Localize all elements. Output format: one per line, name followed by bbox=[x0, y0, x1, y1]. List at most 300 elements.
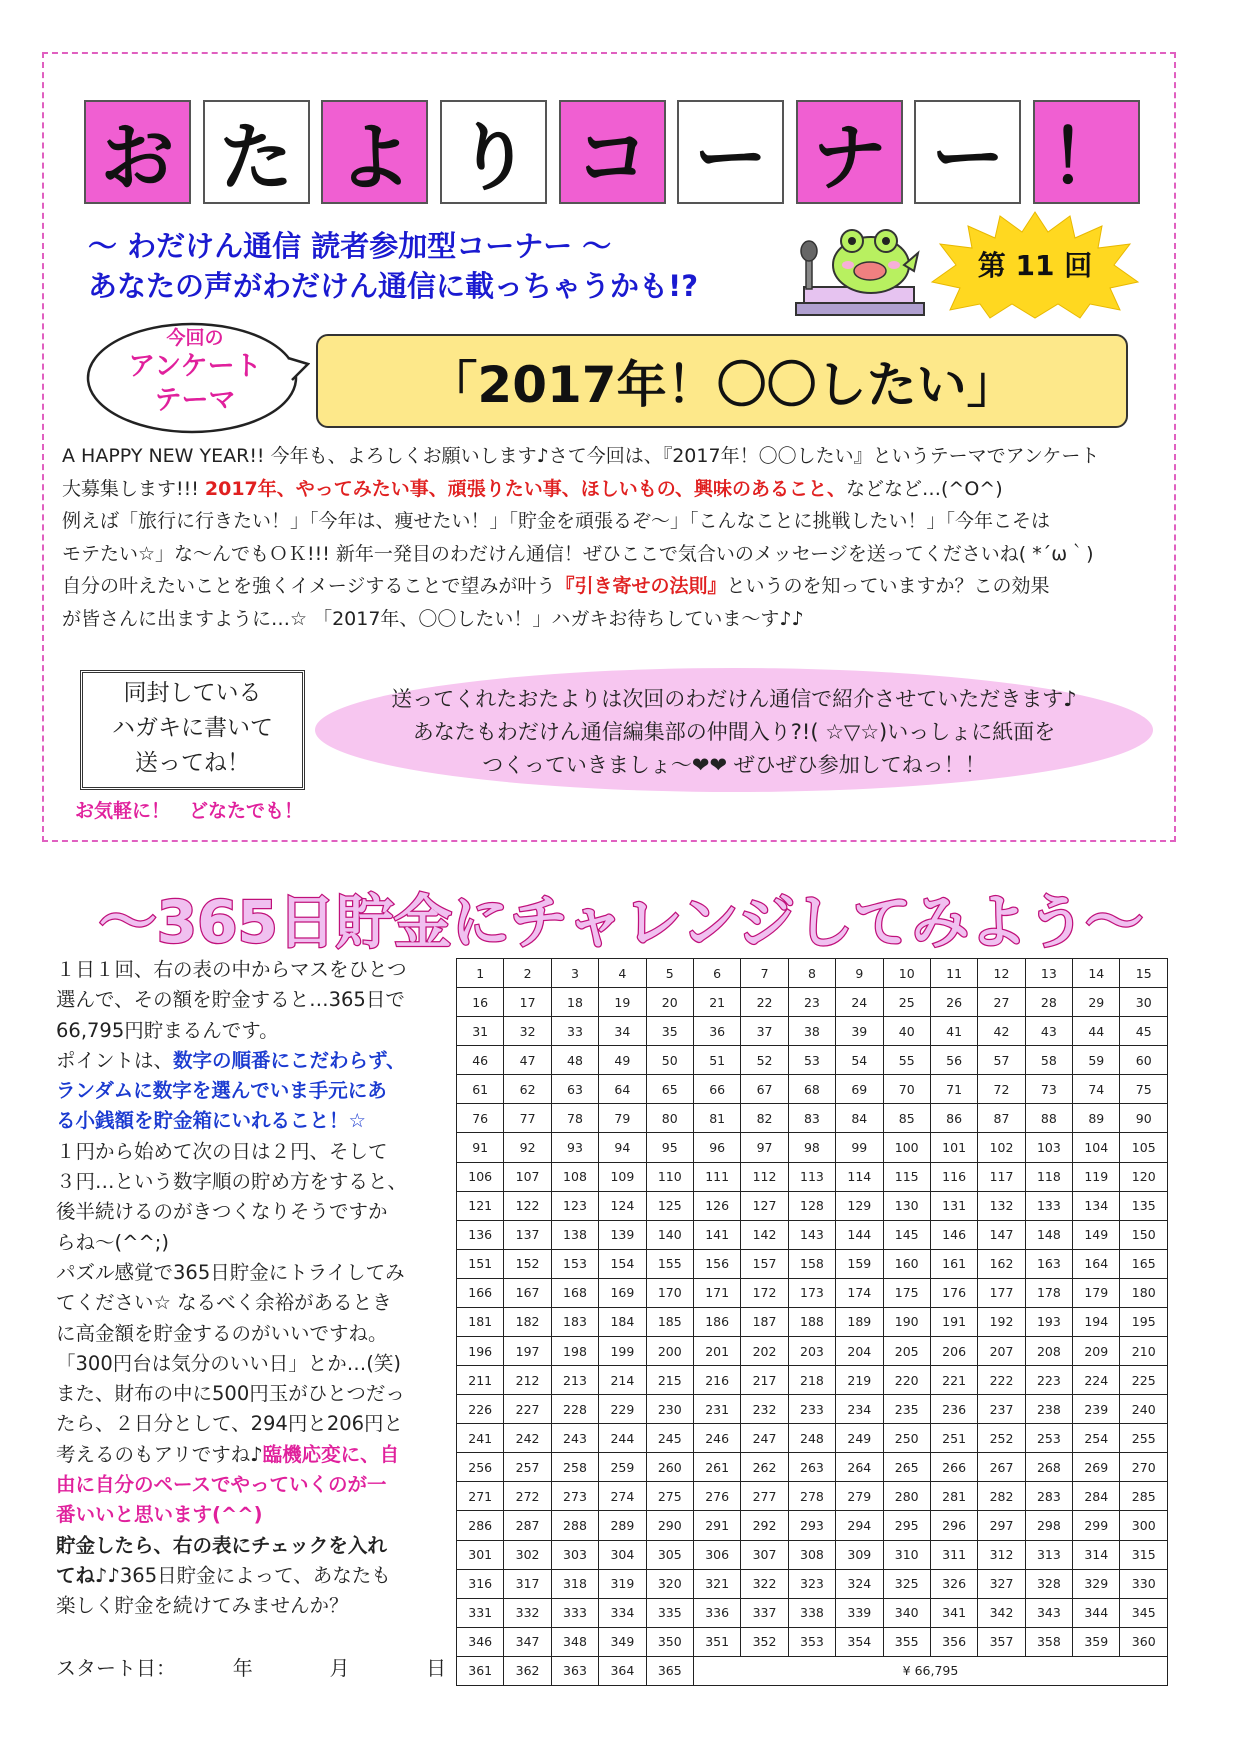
savings-cell[interactable]: 240 bbox=[1120, 1395, 1168, 1424]
savings-cell[interactable]: 235 bbox=[883, 1395, 930, 1424]
savings-cell[interactable]: 273 bbox=[551, 1482, 598, 1511]
savings-cell[interactable]: 61 bbox=[457, 1075, 504, 1104]
savings-cell[interactable]: 319 bbox=[599, 1569, 646, 1598]
savings-cell[interactable]: 65 bbox=[646, 1075, 693, 1104]
savings-cell[interactable]: 266 bbox=[930, 1453, 977, 1482]
savings-cell[interactable]: 320 bbox=[646, 1569, 693, 1598]
savings-cell[interactable]: 346 bbox=[457, 1627, 504, 1656]
savings-cell[interactable]: 58 bbox=[1025, 1046, 1072, 1075]
savings-cell[interactable]: 182 bbox=[504, 1307, 551, 1336]
savings-cell[interactable]: 324 bbox=[836, 1569, 883, 1598]
savings-cell[interactable]: 12 bbox=[978, 959, 1025, 988]
savings-cell[interactable]: 292 bbox=[741, 1511, 788, 1540]
savings-cell[interactable]: 210 bbox=[1120, 1337, 1168, 1366]
savings-cell[interactable]: 355 bbox=[883, 1627, 930, 1656]
savings-cell[interactable]: 271 bbox=[457, 1482, 504, 1511]
savings-cell[interactable]: 185 bbox=[646, 1307, 693, 1336]
savings-cell[interactable]: 42 bbox=[978, 1017, 1025, 1046]
savings-cell[interactable]: 268 bbox=[1025, 1453, 1072, 1482]
savings-cell[interactable]: 357 bbox=[978, 1627, 1025, 1656]
savings-cell[interactable]: 278 bbox=[788, 1482, 835, 1511]
savings-cell[interactable]: 104 bbox=[1073, 1133, 1120, 1162]
savings-cell[interactable]: 114 bbox=[836, 1162, 883, 1191]
savings-cell[interactable]: 163 bbox=[1025, 1249, 1072, 1278]
savings-cell[interactable]: 227 bbox=[504, 1395, 551, 1424]
savings-cell[interactable]: 128 bbox=[788, 1191, 835, 1220]
savings-cell[interactable]: 306 bbox=[693, 1540, 740, 1569]
savings-cell[interactable]: 228 bbox=[551, 1395, 598, 1424]
savings-cell[interactable]: 257 bbox=[504, 1453, 551, 1482]
savings-cell[interactable]: 296 bbox=[930, 1511, 977, 1540]
savings-cell[interactable]: 154 bbox=[599, 1249, 646, 1278]
savings-cell[interactable]: 51 bbox=[693, 1046, 740, 1075]
savings-cell[interactable]: 331 bbox=[457, 1598, 504, 1627]
savings-cell[interactable]: 124 bbox=[599, 1191, 646, 1220]
savings-cell[interactable]: 202 bbox=[741, 1337, 788, 1366]
savings-cell[interactable]: 173 bbox=[788, 1278, 835, 1307]
savings-cell[interactable]: 53 bbox=[788, 1046, 835, 1075]
savings-cell[interactable]: 280 bbox=[883, 1482, 930, 1511]
savings-cell[interactable]: 141 bbox=[693, 1220, 740, 1249]
savings-cell[interactable]: 237 bbox=[978, 1395, 1025, 1424]
savings-cell[interactable]: 323 bbox=[788, 1569, 835, 1598]
savings-cell[interactable]: 40 bbox=[883, 1017, 930, 1046]
savings-cell[interactable]: 336 bbox=[693, 1598, 740, 1627]
savings-cell[interactable]: 348 bbox=[551, 1627, 598, 1656]
savings-cell[interactable]: 365 bbox=[646, 1656, 693, 1685]
savings-cell[interactable]: 76 bbox=[457, 1104, 504, 1133]
savings-cell[interactable]: 130 bbox=[883, 1191, 930, 1220]
savings-cell[interactable]: 2 bbox=[504, 959, 551, 988]
savings-cell[interactable]: 11 bbox=[930, 959, 977, 988]
savings-cell[interactable]: 267 bbox=[978, 1453, 1025, 1482]
savings-cell[interactable]: 122 bbox=[504, 1191, 551, 1220]
savings-cell[interactable]: 78 bbox=[551, 1104, 598, 1133]
savings-cell[interactable]: 169 bbox=[599, 1278, 646, 1307]
savings-cell[interactable]: 285 bbox=[1120, 1482, 1168, 1511]
savings-cell[interactable]: 7 bbox=[741, 959, 788, 988]
savings-cell[interactable]: 158 bbox=[788, 1249, 835, 1278]
savings-cell[interactable]: 140 bbox=[646, 1220, 693, 1249]
savings-cell[interactable]: 353 bbox=[788, 1627, 835, 1656]
savings-cell[interactable]: 101 bbox=[930, 1133, 977, 1162]
savings-cell[interactable]: 337 bbox=[741, 1598, 788, 1627]
savings-cell[interactable]: 362 bbox=[504, 1656, 551, 1685]
savings-cell[interactable]: 83 bbox=[788, 1104, 835, 1133]
savings-cell[interactable]: 219 bbox=[836, 1366, 883, 1395]
savings-cell[interactable]: 81 bbox=[693, 1104, 740, 1133]
savings-cell[interactable]: 322 bbox=[741, 1569, 788, 1598]
savings-cell[interactable]: 73 bbox=[1025, 1075, 1072, 1104]
savings-cell[interactable]: 123 bbox=[551, 1191, 598, 1220]
savings-cell[interactable]: 148 bbox=[1025, 1220, 1072, 1249]
savings-cell[interactable]: 214 bbox=[599, 1366, 646, 1395]
savings-cell[interactable]: 36 bbox=[693, 1017, 740, 1046]
savings-cell[interactable]: 9 bbox=[836, 959, 883, 988]
savings-cell[interactable]: 176 bbox=[930, 1278, 977, 1307]
savings-cell[interactable]: 164 bbox=[1073, 1249, 1120, 1278]
savings-cell[interactable]: 84 bbox=[836, 1104, 883, 1133]
savings-cell[interactable]: 311 bbox=[930, 1540, 977, 1569]
savings-cell[interactable]: 204 bbox=[836, 1337, 883, 1366]
savings-cell[interactable]: 59 bbox=[1073, 1046, 1120, 1075]
savings-cell[interactable]: 66 bbox=[693, 1075, 740, 1104]
savings-cell[interactable]: 300 bbox=[1120, 1511, 1168, 1540]
savings-cell[interactable]: 10 bbox=[883, 959, 930, 988]
savings-cell[interactable]: 77 bbox=[504, 1104, 551, 1133]
savings-cell[interactable]: 92 bbox=[504, 1133, 551, 1162]
savings-cell[interactable]: 112 bbox=[741, 1162, 788, 1191]
savings-cell[interactable]: 265 bbox=[883, 1453, 930, 1482]
savings-cell[interactable]: 250 bbox=[883, 1424, 930, 1453]
savings-cell[interactable]: 177 bbox=[978, 1278, 1025, 1307]
savings-cell[interactable]: 253 bbox=[1025, 1424, 1072, 1453]
savings-cell[interactable]: 21 bbox=[693, 988, 740, 1017]
savings-cell[interactable]: 199 bbox=[599, 1337, 646, 1366]
savings-cell[interactable]: 160 bbox=[883, 1249, 930, 1278]
savings-cell[interactable]: 127 bbox=[741, 1191, 788, 1220]
savings-cell[interactable]: 149 bbox=[1073, 1220, 1120, 1249]
savings-cell[interactable]: 294 bbox=[836, 1511, 883, 1540]
savings-cell[interactable]: 18 bbox=[551, 988, 598, 1017]
savings-cell[interactable]: 56 bbox=[930, 1046, 977, 1075]
savings-cell[interactable]: 310 bbox=[883, 1540, 930, 1569]
savings-cell[interactable]: 270 bbox=[1120, 1453, 1168, 1482]
savings-cell[interactable]: 126 bbox=[693, 1191, 740, 1220]
savings-cell[interactable]: 318 bbox=[551, 1569, 598, 1598]
savings-cell[interactable]: 63 bbox=[551, 1075, 598, 1104]
savings-cell[interactable]: 304 bbox=[599, 1540, 646, 1569]
savings-cell[interactable]: 168 bbox=[551, 1278, 598, 1307]
savings-cell[interactable]: 247 bbox=[741, 1424, 788, 1453]
savings-cell[interactable]: 119 bbox=[1073, 1162, 1120, 1191]
savings-cell[interactable]: 89 bbox=[1073, 1104, 1120, 1133]
savings-cell[interactable]: 107 bbox=[504, 1162, 551, 1191]
savings-cell[interactable]: 326 bbox=[930, 1569, 977, 1598]
savings-cell[interactable]: 69 bbox=[836, 1075, 883, 1104]
savings-cell[interactable]: 139 bbox=[599, 1220, 646, 1249]
savings-cell[interactable]: 62 bbox=[504, 1075, 551, 1104]
savings-cell[interactable]: 233 bbox=[788, 1395, 835, 1424]
savings-cell[interactable]: 254 bbox=[1073, 1424, 1120, 1453]
savings-cell[interactable]: 150 bbox=[1120, 1220, 1168, 1249]
savings-cell[interactable]: 290 bbox=[646, 1511, 693, 1540]
savings-cell[interactable]: 349 bbox=[599, 1627, 646, 1656]
savings-cell[interactable]: 321 bbox=[693, 1569, 740, 1598]
savings-cell[interactable]: 144 bbox=[836, 1220, 883, 1249]
savings-cell[interactable]: 282 bbox=[978, 1482, 1025, 1511]
savings-cell[interactable]: 48 bbox=[551, 1046, 598, 1075]
savings-cell[interactable]: 243 bbox=[551, 1424, 598, 1453]
savings-cell[interactable]: 248 bbox=[788, 1424, 835, 1453]
savings-cell[interactable]: 25 bbox=[883, 988, 930, 1017]
savings-cell[interactable]: 302 bbox=[504, 1540, 551, 1569]
savings-cell[interactable]: 359 bbox=[1073, 1627, 1120, 1656]
savings-cell[interactable]: 6 bbox=[693, 959, 740, 988]
savings-cell[interactable]: 136 bbox=[457, 1220, 504, 1249]
savings-cell[interactable]: 277 bbox=[741, 1482, 788, 1511]
savings-cell[interactable]: 305 bbox=[646, 1540, 693, 1569]
savings-cell[interactable]: 52 bbox=[741, 1046, 788, 1075]
savings-cell[interactable]: 231 bbox=[693, 1395, 740, 1424]
savings-cell[interactable]: 159 bbox=[836, 1249, 883, 1278]
savings-cell[interactable]: 234 bbox=[836, 1395, 883, 1424]
savings-cell[interactable]: 55 bbox=[883, 1046, 930, 1075]
savings-cell[interactable]: 93 bbox=[551, 1133, 598, 1162]
savings-cell[interactable]: 245 bbox=[646, 1424, 693, 1453]
savings-cell[interactable]: 165 bbox=[1120, 1249, 1168, 1278]
savings-cell[interactable]: 117 bbox=[978, 1162, 1025, 1191]
savings-cell[interactable]: 33 bbox=[551, 1017, 598, 1046]
savings-cell[interactable]: 8 bbox=[788, 959, 835, 988]
savings-cell[interactable]: 67 bbox=[741, 1075, 788, 1104]
savings-cell[interactable]: 22 bbox=[741, 988, 788, 1017]
savings-cell[interactable]: 113 bbox=[788, 1162, 835, 1191]
savings-cell[interactable]: 275 bbox=[646, 1482, 693, 1511]
savings-cell[interactable]: 166 bbox=[457, 1278, 504, 1307]
savings-cell[interactable]: 329 bbox=[1073, 1569, 1120, 1598]
savings-cell[interactable]: 208 bbox=[1025, 1337, 1072, 1366]
savings-cell[interactable]: 293 bbox=[788, 1511, 835, 1540]
savings-cell[interactable]: 196 bbox=[457, 1337, 504, 1366]
savings-cell[interactable]: 195 bbox=[1120, 1307, 1168, 1336]
savings-cell[interactable]: 213 bbox=[551, 1366, 598, 1395]
savings-cell[interactable]: 31 bbox=[457, 1017, 504, 1046]
savings-cell[interactable]: 218 bbox=[788, 1366, 835, 1395]
savings-cell[interactable]: 155 bbox=[646, 1249, 693, 1278]
savings-cell[interactable]: 34 bbox=[599, 1017, 646, 1046]
savings-cell[interactable]: 118 bbox=[1025, 1162, 1072, 1191]
savings-cell[interactable]: 94 bbox=[599, 1133, 646, 1162]
savings-cell[interactable]: 188 bbox=[788, 1307, 835, 1336]
savings-cell[interactable]: 129 bbox=[836, 1191, 883, 1220]
savings-cell[interactable]: 284 bbox=[1073, 1482, 1120, 1511]
savings-cell[interactable]: 209 bbox=[1073, 1337, 1120, 1366]
savings-cell[interactable]: 207 bbox=[978, 1337, 1025, 1366]
savings-cell[interactable]: 64 bbox=[599, 1075, 646, 1104]
savings-cell[interactable]: 316 bbox=[457, 1569, 504, 1598]
savings-cell[interactable]: 46 bbox=[457, 1046, 504, 1075]
savings-cell[interactable]: 308 bbox=[788, 1540, 835, 1569]
savings-cell[interactable]: 17 bbox=[504, 988, 551, 1017]
savings-cell[interactable]: 255 bbox=[1120, 1424, 1168, 1453]
savings-cell[interactable]: 364 bbox=[599, 1656, 646, 1685]
savings-cell[interactable]: 72 bbox=[978, 1075, 1025, 1104]
savings-cell[interactable]: 142 bbox=[741, 1220, 788, 1249]
savings-cell[interactable]: 276 bbox=[693, 1482, 740, 1511]
savings-cell[interactable]: 151 bbox=[457, 1249, 504, 1278]
savings-cell[interactable]: 161 bbox=[930, 1249, 977, 1278]
savings-cell[interactable]: 314 bbox=[1073, 1540, 1120, 1569]
savings-cell[interactable]: 272 bbox=[504, 1482, 551, 1511]
savings-cell[interactable]: 120 bbox=[1120, 1162, 1168, 1191]
savings-cell[interactable]: 132 bbox=[978, 1191, 1025, 1220]
savings-cell[interactable]: 137 bbox=[504, 1220, 551, 1249]
savings-cell[interactable]: 111 bbox=[693, 1162, 740, 1191]
savings-cell[interactable]: 342 bbox=[978, 1598, 1025, 1627]
savings-cell[interactable]: 44 bbox=[1073, 1017, 1120, 1046]
savings-cell[interactable]: 258 bbox=[551, 1453, 598, 1482]
savings-cell[interactable]: 179 bbox=[1073, 1278, 1120, 1307]
savings-cell[interactable]: 341 bbox=[930, 1598, 977, 1627]
savings-cell[interactable]: 351 bbox=[693, 1627, 740, 1656]
savings-cell[interactable]: 223 bbox=[1025, 1366, 1072, 1395]
savings-cell[interactable]: 16 bbox=[457, 988, 504, 1017]
savings-cell[interactable]: 71 bbox=[930, 1075, 977, 1104]
savings-cell[interactable]: 283 bbox=[1025, 1482, 1072, 1511]
savings-cell[interactable]: 356 bbox=[930, 1627, 977, 1656]
savings-cell[interactable]: 116 bbox=[930, 1162, 977, 1191]
savings-cell[interactable]: 261 bbox=[693, 1453, 740, 1482]
savings-cell[interactable]: 57 bbox=[978, 1046, 1025, 1075]
savings-cell[interactable]: 315 bbox=[1120, 1540, 1168, 1569]
savings-cell[interactable]: 5 bbox=[646, 959, 693, 988]
savings-cell[interactable]: 26 bbox=[930, 988, 977, 1017]
savings-cell[interactable]: 184 bbox=[599, 1307, 646, 1336]
savings-cell[interactable]: 288 bbox=[551, 1511, 598, 1540]
savings-cell[interactable]: 333 bbox=[551, 1598, 598, 1627]
savings-cell[interactable]: 327 bbox=[978, 1569, 1025, 1598]
savings-cell[interactable]: 307 bbox=[741, 1540, 788, 1569]
savings-cell[interactable]: 15 bbox=[1120, 959, 1168, 988]
savings-cell[interactable]: 236 bbox=[930, 1395, 977, 1424]
savings-cell[interactable]: 203 bbox=[788, 1337, 835, 1366]
savings-cell[interactable]: 49 bbox=[599, 1046, 646, 1075]
savings-cell[interactable]: 157 bbox=[741, 1249, 788, 1278]
savings-cell[interactable]: 187 bbox=[741, 1307, 788, 1336]
savings-cell[interactable]: 279 bbox=[836, 1482, 883, 1511]
savings-cell[interactable]: 86 bbox=[930, 1104, 977, 1133]
savings-cell[interactable]: 95 bbox=[646, 1133, 693, 1162]
savings-cell[interactable]: 344 bbox=[1073, 1598, 1120, 1627]
savings-cell[interactable]: 274 bbox=[599, 1482, 646, 1511]
savings-cell[interactable]: 186 bbox=[693, 1307, 740, 1336]
savings-cell[interactable]: 109 bbox=[599, 1162, 646, 1191]
savings-cell[interactable]: 198 bbox=[551, 1337, 598, 1366]
savings-cell[interactable]: 241 bbox=[457, 1424, 504, 1453]
savings-cell[interactable]: 87 bbox=[978, 1104, 1025, 1133]
savings-cell[interactable]: 145 bbox=[883, 1220, 930, 1249]
savings-cell[interactable]: 28 bbox=[1025, 988, 1072, 1017]
savings-cell[interactable]: 47 bbox=[504, 1046, 551, 1075]
savings-cell[interactable]: 354 bbox=[836, 1627, 883, 1656]
savings-cell[interactable]: 85 bbox=[883, 1104, 930, 1133]
savings-cell[interactable]: 201 bbox=[693, 1337, 740, 1366]
savings-cell[interactable]: 352 bbox=[741, 1627, 788, 1656]
savings-cell[interactable]: 146 bbox=[930, 1220, 977, 1249]
savings-cell[interactable]: 68 bbox=[788, 1075, 835, 1104]
savings-cell[interactable]: 291 bbox=[693, 1511, 740, 1540]
savings-cell[interactable]: 152 bbox=[504, 1249, 551, 1278]
savings-cell[interactable]: 205 bbox=[883, 1337, 930, 1366]
savings-cell[interactable]: 4 bbox=[599, 959, 646, 988]
savings-cell[interactable]: 90 bbox=[1120, 1104, 1168, 1133]
savings-cell[interactable]: 91 bbox=[457, 1133, 504, 1162]
savings-cell[interactable]: 226 bbox=[457, 1395, 504, 1424]
savings-cell[interactable]: 133 bbox=[1025, 1191, 1072, 1220]
savings-cell[interactable]: 360 bbox=[1120, 1627, 1168, 1656]
savings-cell[interactable]: 220 bbox=[883, 1366, 930, 1395]
savings-cell[interactable]: 99 bbox=[836, 1133, 883, 1162]
savings-cell[interactable]: 174 bbox=[836, 1278, 883, 1307]
savings-cell[interactable]: 183 bbox=[551, 1307, 598, 1336]
savings-cell[interactable]: 194 bbox=[1073, 1307, 1120, 1336]
savings-cell[interactable]: 262 bbox=[741, 1453, 788, 1482]
savings-cell[interactable]: 180 bbox=[1120, 1278, 1168, 1307]
savings-cell[interactable]: 338 bbox=[788, 1598, 835, 1627]
savings-cell[interactable]: 167 bbox=[504, 1278, 551, 1307]
savings-cell[interactable]: 222 bbox=[978, 1366, 1025, 1395]
savings-cell[interactable]: 192 bbox=[978, 1307, 1025, 1336]
savings-cell[interactable]: 97 bbox=[741, 1133, 788, 1162]
savings-cell[interactable]: 74 bbox=[1073, 1075, 1120, 1104]
savings-cell[interactable]: 147 bbox=[978, 1220, 1025, 1249]
savings-cell[interactable]: 334 bbox=[599, 1598, 646, 1627]
savings-cell[interactable]: 156 bbox=[693, 1249, 740, 1278]
savings-cell[interactable]: 13 bbox=[1025, 959, 1072, 988]
savings-cell[interactable]: 23 bbox=[788, 988, 835, 1017]
savings-cell[interactable]: 134 bbox=[1073, 1191, 1120, 1220]
savings-cell[interactable]: 178 bbox=[1025, 1278, 1072, 1307]
savings-cell[interactable]: 361 bbox=[457, 1656, 504, 1685]
savings-cell[interactable]: 345 bbox=[1120, 1598, 1168, 1627]
savings-cell[interactable]: 229 bbox=[599, 1395, 646, 1424]
savings-cell[interactable]: 221 bbox=[930, 1366, 977, 1395]
savings-cell[interactable]: 172 bbox=[741, 1278, 788, 1307]
savings-cell[interactable]: 332 bbox=[504, 1598, 551, 1627]
savings-cell[interactable]: 339 bbox=[836, 1598, 883, 1627]
savings-cell[interactable]: 281 bbox=[930, 1482, 977, 1511]
savings-cell[interactable]: 27 bbox=[978, 988, 1025, 1017]
savings-cell[interactable]: 82 bbox=[741, 1104, 788, 1133]
savings-cell[interactable]: 41 bbox=[930, 1017, 977, 1046]
savings-cell[interactable]: 230 bbox=[646, 1395, 693, 1424]
savings-cell[interactable]: 70 bbox=[883, 1075, 930, 1104]
savings-cell[interactable]: 297 bbox=[978, 1511, 1025, 1540]
savings-cell[interactable]: 242 bbox=[504, 1424, 551, 1453]
savings-cell[interactable]: 19 bbox=[599, 988, 646, 1017]
savings-cell[interactable]: 110 bbox=[646, 1162, 693, 1191]
savings-cell[interactable]: 35 bbox=[646, 1017, 693, 1046]
savings-cell[interactable]: 244 bbox=[599, 1424, 646, 1453]
savings-cell[interactable]: 330 bbox=[1120, 1569, 1168, 1598]
savings-cell[interactable]: 264 bbox=[836, 1453, 883, 1482]
savings-cell[interactable]: 135 bbox=[1120, 1191, 1168, 1220]
savings-cell[interactable]: 246 bbox=[693, 1424, 740, 1453]
savings-cell[interactable]: 238 bbox=[1025, 1395, 1072, 1424]
savings-cell[interactable]: 153 bbox=[551, 1249, 598, 1278]
savings-cell[interactable]: 269 bbox=[1073, 1453, 1120, 1482]
savings-cell[interactable]: 105 bbox=[1120, 1133, 1168, 1162]
savings-cell[interactable]: 38 bbox=[788, 1017, 835, 1046]
savings-cell[interactable]: 39 bbox=[836, 1017, 883, 1046]
savings-cell[interactable]: 224 bbox=[1073, 1366, 1120, 1395]
savings-cell[interactable]: 363 bbox=[551, 1656, 598, 1685]
savings-cell[interactable]: 239 bbox=[1073, 1395, 1120, 1424]
savings-cell[interactable]: 96 bbox=[693, 1133, 740, 1162]
savings-cell[interactable]: 102 bbox=[978, 1133, 1025, 1162]
savings-cell[interactable]: 143 bbox=[788, 1220, 835, 1249]
savings-cell[interactable]: 20 bbox=[646, 988, 693, 1017]
savings-cell[interactable]: 249 bbox=[836, 1424, 883, 1453]
savings-cell[interactable]: 263 bbox=[788, 1453, 835, 1482]
savings-cell[interactable]: 343 bbox=[1025, 1598, 1072, 1627]
savings-cell[interactable]: 88 bbox=[1025, 1104, 1072, 1133]
savings-cell[interactable]: 45 bbox=[1120, 1017, 1168, 1046]
savings-cell[interactable]: 206 bbox=[930, 1337, 977, 1366]
savings-cell[interactable]: 79 bbox=[599, 1104, 646, 1133]
savings-cell[interactable]: 328 bbox=[1025, 1569, 1072, 1598]
